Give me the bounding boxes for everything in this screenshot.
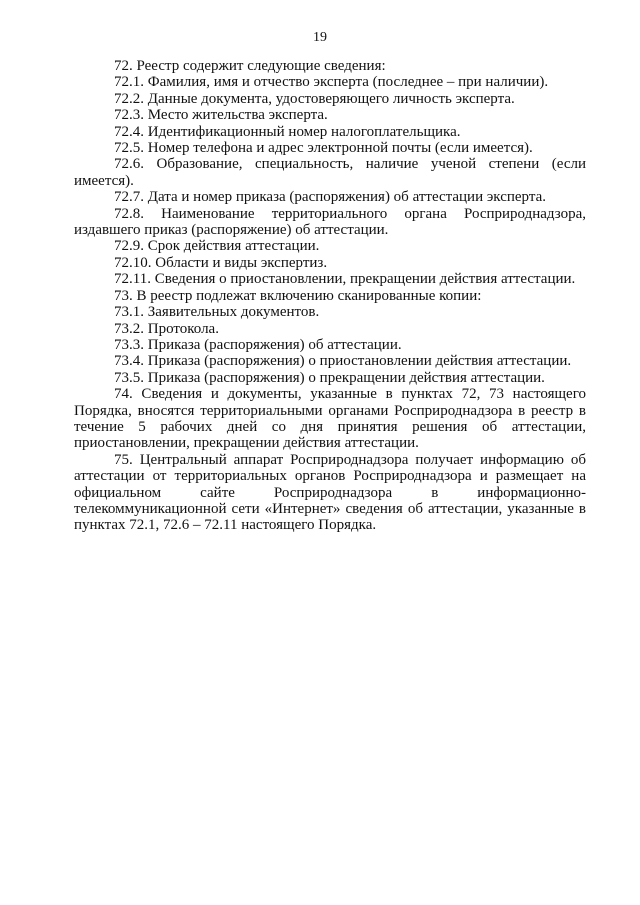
paragraph-73-3: 73.3. Приказа (распоряжения) об аттестации. xyxy=(114,336,402,353)
paragraph-72: 72. Реестр содержит следующие сведения: xyxy=(114,58,386,74)
paragraph-73-5: 73.5. Приказа (распоряжения) о прекращении действия аттестации. xyxy=(114,369,545,386)
paragraph-73-1: 73.1. Заявительных документов. xyxy=(114,304,320,321)
paragraph-72-7: 72.7. Дата и номер приказа (распоряжения) об аттестации эксперта. xyxy=(114,189,547,206)
paragraph-72-9: 72.9. Срок действия аттестации. xyxy=(114,238,320,255)
paragraph-73-4: 73.4. Приказа (распоряжения) о приостановлении действия аттестации. xyxy=(114,353,572,370)
paragraph-73-2: 73.2. Протокола. xyxy=(114,320,219,337)
paragraph-75: 75. Центральный аппарат Росприроднадзора получает информацию об аттестации от территориальных органов Росприроднадзора и размещает на официальном сайте Росприроднадзора в информационно-телекоммуникационной сети «Интернет» сведения об аттестации, указанные в пунктах 72.1, 72.6 – 72.11 настоящего Порядка. xyxy=(74,451,586,534)
paragraph-72-10: 72.10. Области и виды экспертиз. xyxy=(114,254,328,271)
paragraph-72-2: 72.2. Данные документа, удостоверяющего личность эксперта. xyxy=(114,90,515,107)
paragraph-72-8: 72.8. Наименование территориального органа Росприроднадзора, издавшего приказ (распоряжение) об аттестации. xyxy=(74,205,586,239)
page-number: 19 xyxy=(313,30,327,45)
paragraph-72-11: 72.11. Сведения о приостановлении, прекращении действия аттестации. xyxy=(114,271,576,288)
paragraph-72-4: 72.4. Идентификационный номер налогоплательщика. xyxy=(114,123,461,140)
paragraph-72-3: 72.3. Место жительства эксперта. xyxy=(114,107,328,124)
paragraph-73: 73. В реестр подлежат включению сканированные копии: xyxy=(114,287,482,304)
paragraph-74: 74. Сведения и документы, указанные в пунктах 72, 73 настоящего Порядка, вносятся территориальными органами Росприроднадзора в реестр в течение 5 рабочих дней со дня принятия решения об аттестации, приостановлении, прекращении действия аттестации. xyxy=(74,386,586,452)
paragraph-72-5: 72.5. Номер телефона и адрес электронной почты (если имеется). xyxy=(114,140,533,157)
document-body xyxy=(74,58,586,534)
paragraph-72-1: 72.1. Фамилия, имя и отчество эксперта (последнее – при наличии). xyxy=(114,74,549,91)
paragraph-72-6: 72.6. Образование, специальность, наличие ученой степени (если имеется). xyxy=(74,156,586,189)
